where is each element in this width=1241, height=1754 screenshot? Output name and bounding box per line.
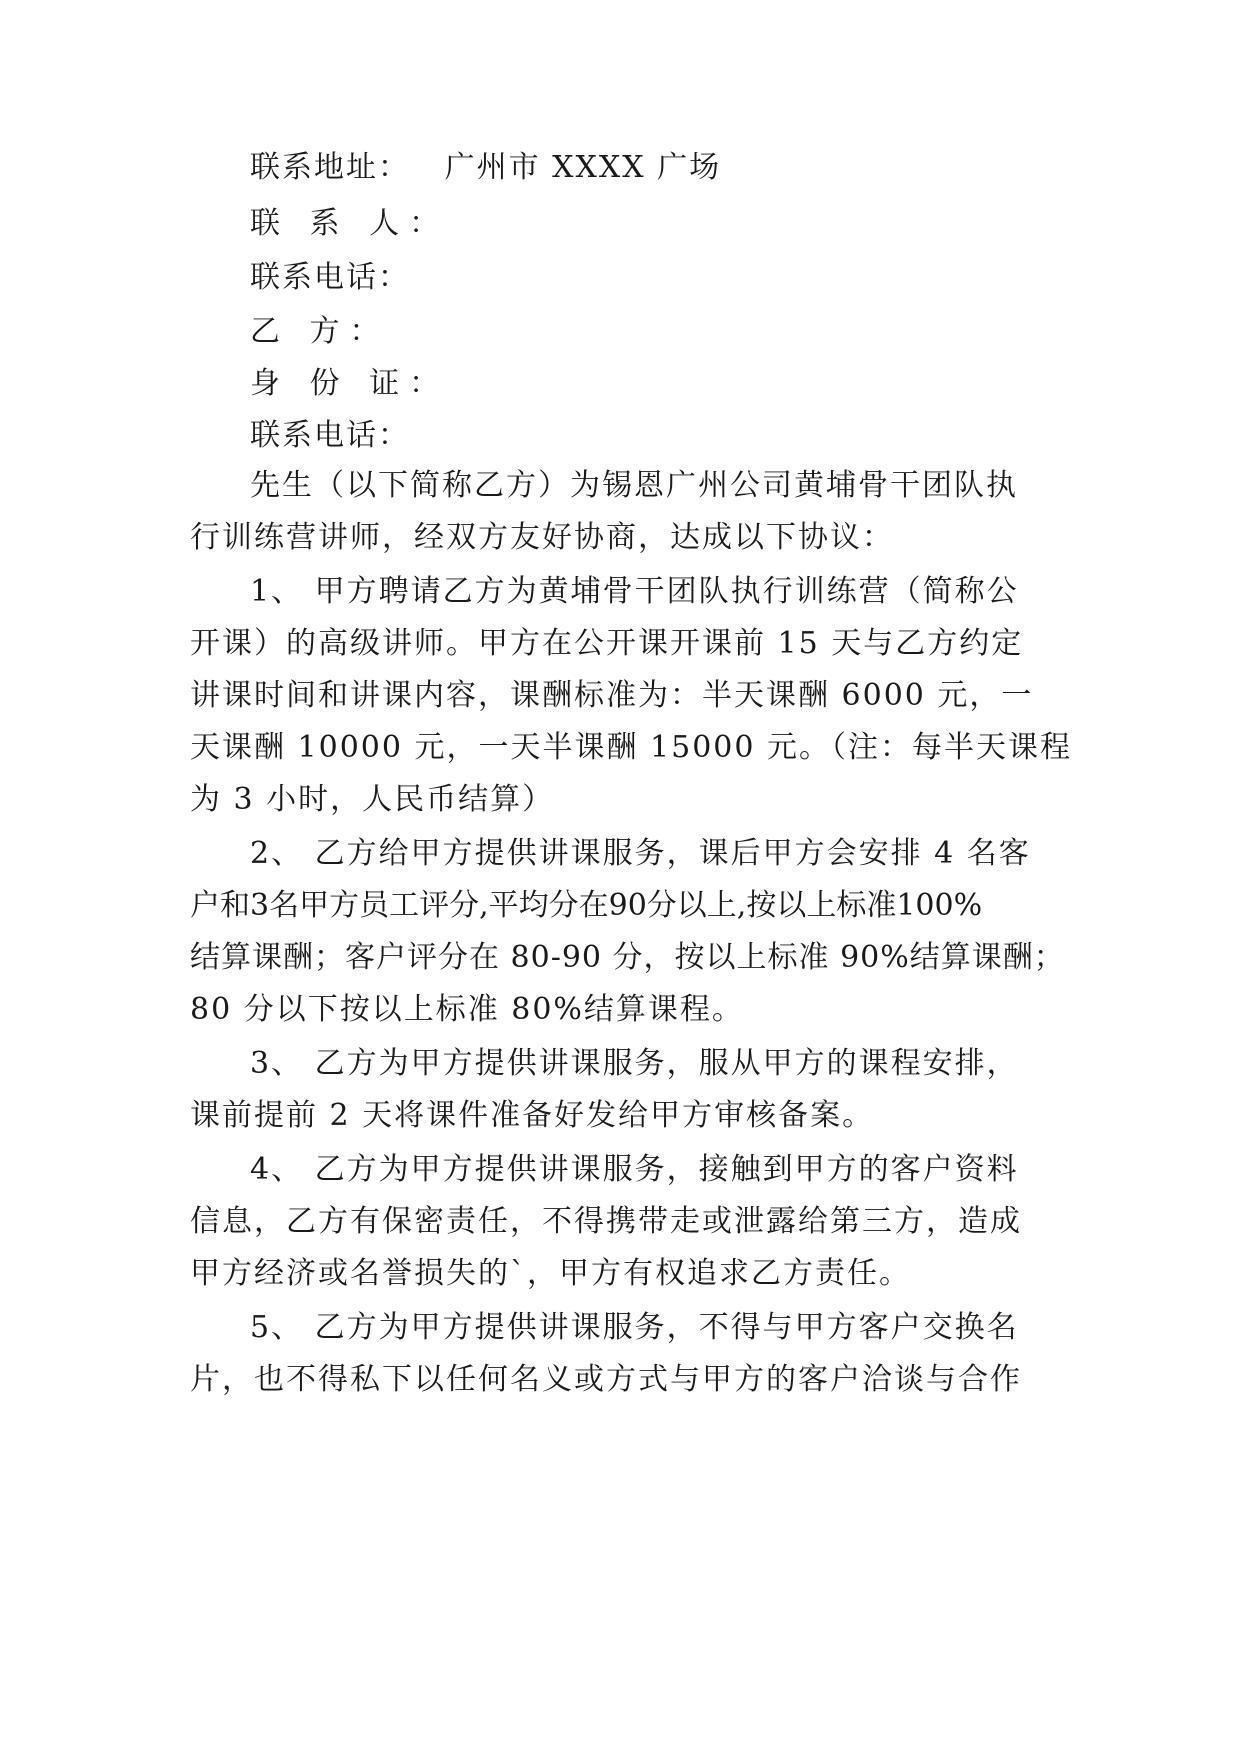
clause-1-line-4: 天课酬 10000 元，一天半课酬 15000 元。（注：每半天课程 xyxy=(190,730,1073,765)
id-card-label: 身 份 证： xyxy=(250,366,450,401)
party-b-label: 乙 方： xyxy=(250,314,390,349)
contact-phone-label-a: 联系电话： xyxy=(250,260,410,295)
clause-4-line-1: 4、 乙方为甲方提供讲课服务，接触到甲方的客户资料 xyxy=(250,1152,1019,1187)
contact-phone-line-party-b xyxy=(250,416,1060,456)
contact-phone-line-party-a xyxy=(250,258,1060,298)
clause-5-line-2: 片，也不得私下以任何名义或方式与甲方的客户洽谈与合作 xyxy=(190,1362,1022,1397)
party-b-line xyxy=(250,312,1060,352)
contact-address-line xyxy=(250,148,1060,188)
clause-4-line-2: 信息，乙方有保密责任，不得携带走或泄露给第三方，造成 xyxy=(190,1204,1022,1239)
clause-3-line-2: 课前提前 2 天将课件准备好发给甲方审核备案。 xyxy=(190,1098,875,1133)
clause-1-line-1: 1、 甲方聘请乙方为黄埔骨干团队执行训练营（简称公 xyxy=(250,574,1019,609)
clause-1-line-3: 讲课时间和讲课内容，课酬标准为：半天课酬 6000 元，一 xyxy=(190,678,1034,713)
contact-person-label: 联 系 人： xyxy=(250,206,450,241)
contact-address-label: 联系地址： xyxy=(250,150,410,185)
clause-2-line-1: 2、 乙方给甲方提供讲课服务，课后甲方会安排 4 名客 xyxy=(250,836,1031,871)
intro-line-1: 先生（以下简称乙方）为锡恩广州公司黄埔骨干团队执 xyxy=(250,468,1018,503)
contact-address-value: 广州市 XXXX 广场 xyxy=(410,150,722,185)
id-card-line xyxy=(250,364,1060,404)
contact-phone-label-b: 联系电话： xyxy=(250,418,410,453)
clause-4-line-3: 甲方经济或名誉损失的`，甲方有权追求乙方责任。 xyxy=(190,1256,911,1291)
clause-1-line-5: 为 3 小时，人民币结算） xyxy=(190,782,555,817)
clause-3-line-1: 3、 乙方为甲方提供讲课服务，服从甲方的课程安排， xyxy=(250,1046,1019,1081)
clause-2-line-4: 80 分以下按以上标准 80%结算课程。 xyxy=(190,992,744,1027)
clause-5-line-1: 5、 乙方为甲方提供讲课服务，不得与甲方客户交换名 xyxy=(250,1310,1019,1345)
clause-2-line-3: 结算课酬；客户评分在 80-90 分，按以上标准 90%结算课酬； xyxy=(190,940,1065,975)
contact-person-line xyxy=(250,204,1060,244)
clause-1-line-2: 开课）的高级讲师。甲方在公开课开课前 15 天与乙方约定 xyxy=(190,626,1024,661)
clause-2-line-2: 户和3名甲方员工评分,平均分在90分以上,按以上标准100% xyxy=(190,888,983,923)
intro-line-2: 行训练营讲师，经双方友好协商，达成以下协议： xyxy=(190,520,894,555)
